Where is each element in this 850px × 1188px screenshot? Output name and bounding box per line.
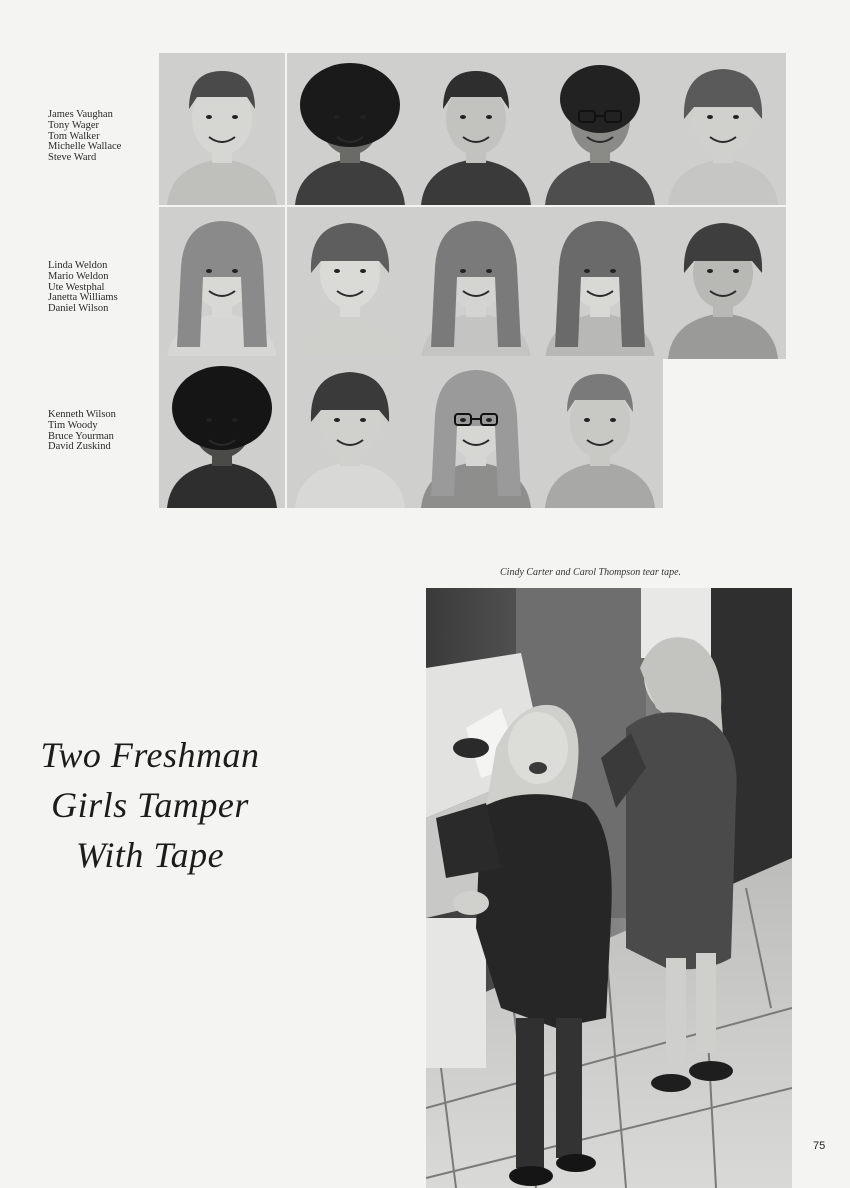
student-name: Kenneth Wilson [48, 409, 116, 420]
student-portrait [287, 207, 413, 359]
student-name: Bruce Yourman [48, 430, 114, 442]
student-name: Steve Ward [48, 152, 97, 164]
student-portrait [287, 356, 413, 508]
name-list-row-1 [48, 110, 121, 164]
candid-photo-image [426, 588, 792, 1188]
student-portrait [159, 356, 285, 508]
student-portrait [159, 53, 285, 205]
student-portrait [537, 53, 663, 205]
student-portrait [159, 207, 285, 359]
student-name: Tom Walker [48, 130, 100, 142]
name-list-row-2 [48, 261, 118, 315]
photo-caption: Cindy Carter and Carol Thompson tear tape. [500, 567, 682, 578]
student-name: Linda Weldon [48, 260, 108, 271]
student-portrait [413, 356, 539, 508]
page-number: 75 [813, 1140, 826, 1152]
headline-line-1: Two Freshman [40, 735, 260, 775]
student-portrait [537, 356, 663, 508]
student-name: Daniel Wilson [48, 303, 109, 315]
student-name: James Vaughan [48, 109, 113, 120]
student-portrait [660, 207, 786, 359]
candid-photo [426, 588, 792, 1188]
headline [10, 730, 290, 880]
headline-line-3: With Tape [75, 835, 225, 875]
headline-line-2: Girls Tamper [51, 785, 249, 825]
student-name: Mario Weldon [48, 270, 109, 282]
student-portrait [660, 53, 786, 205]
student-name: Michelle Wallace [48, 141, 122, 153]
student-portrait [413, 207, 539, 359]
student-portrait [287, 53, 413, 205]
student-portrait [413, 53, 539, 205]
student-name: Tim Woody [48, 419, 98, 431]
student-name: David Zuskind [48, 441, 111, 453]
student-name: Tony Wager [48, 119, 100, 131]
student-name: Janetta Williams [48, 292, 118, 304]
student-name: Ute Westphal [48, 281, 105, 293]
name-list-row-3 [48, 410, 116, 453]
student-portrait [537, 207, 663, 359]
